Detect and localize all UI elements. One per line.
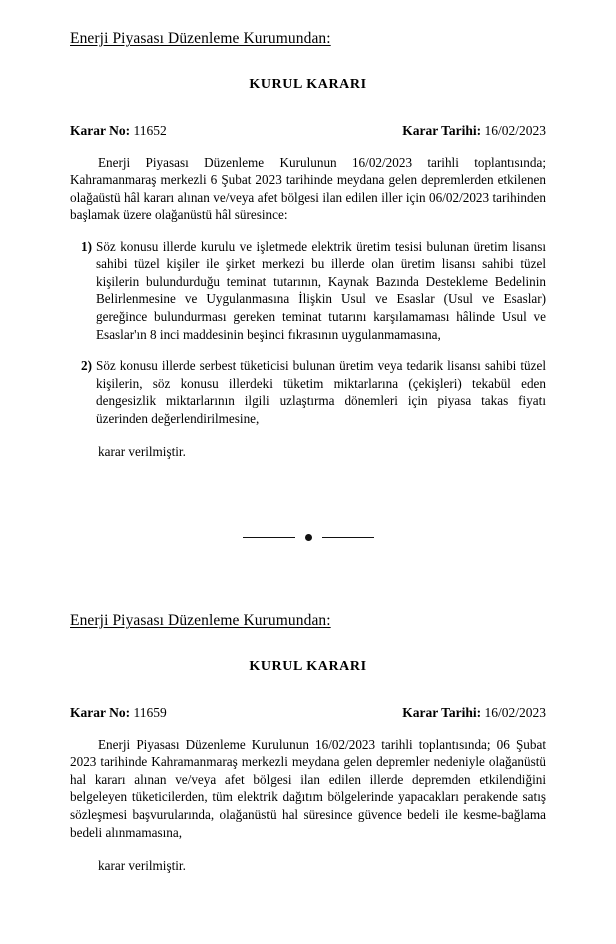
issuer-heading: Enerji Piyasası Düzenleme Kurumundan: bbox=[70, 612, 331, 630]
decision-date-value: 16/02/2023 bbox=[484, 122, 546, 138]
decision-items-list bbox=[70, 238, 546, 427]
decision-intro-paragraph: Enerji Piyasası Düzenleme Kurulunun 16/02/2023 tarihli toplantısında; Kahramanmaraş merkezli 6 Şubat 2023 tarihinde meydana gelen depremlerden etkilenen olağaüstü hâl kararı alınan ve/veya afet bölgesi ilan edilen iller için 06/02/2023 tarihinden başlamak üzere olağanüstü hâl süresince: bbox=[70, 154, 546, 223]
decision-number-value: 11659 bbox=[133, 704, 167, 720]
decision-intro-paragraph: Enerji Piyasası Düzenleme Kurulunun 16/02/2023 tarihli toplantısında; 06 Şubat 2023 tarihinde Kahramanmaraş merkezli meydana gelen depremler nedeniyle olağanüstü hal kararı alınan ve/veya afet bölgesi ilan edilen illerde depremden etkilendiğini belgeleyen tüketicilerden, tüm elektrik dağıtım bölgelerinde yapacakları perakende satış sözleşmesi başvurularında, olağanüstü hal süresince güvence bedeli ile kesme-bağlama bedeli alınmamasına, bbox=[70, 736, 546, 840]
list-item-text: Söz konusu illerde kurulu ve işletmede elektrik üretim tesisi bulunan üretim lisansı sahibi tüzel kişiler ile şirket merkezi bu illerde olan üretim lisansı sahibi tüzel kişilerin bulundurduğu teminat tutarının, Kaynak Bazında Destekleme Bedelinin Belirlenmesine ve Uygulanmasına İlişkin Usul ve Esaslar (Usul ve Esaslar) gereğince bulundurması gereken teminat tutarını karşılamaması hâlinde Usul ve Esaslar'ın 8 inci maddesinin beşinci fıkrasının uygulanmamasına, bbox=[96, 238, 546, 342]
decision-date-label: Karar Tarihi: bbox=[402, 704, 482, 720]
separator-rule-left bbox=[243, 537, 295, 539]
section-separator bbox=[70, 530, 546, 544]
decision-block-1 bbox=[70, 30, 546, 460]
decision-title: KURUL KARARI bbox=[249, 658, 367, 674]
decision-closing-line: karar verilmiştir. bbox=[98, 858, 186, 874]
list-item-text: Söz konusu illerde serbest tüketicisi bulunan üretim veya tedarik lisansı sahibi tüzel kişilerin, söz konusu illerdeki tüketim miktarlarına (çekişleri) tekabül eden dengesizlik miktarlarının ilgili uzlaştırma dönemleri için piyasa takas fiyatı üzerinden değerlendirilmesine, bbox=[96, 358, 546, 426]
decision-number-label: Karar No: bbox=[70, 704, 131, 720]
list-item bbox=[70, 238, 546, 343]
decision-date bbox=[402, 705, 546, 721]
decision-date-value: 16/02/2023 bbox=[484, 704, 546, 720]
decision-number bbox=[70, 705, 167, 721]
list-item-marker: 2) bbox=[81, 358, 92, 374]
decision-block-2 bbox=[70, 612, 546, 874]
page-content bbox=[70, 0, 546, 887]
decision-meta-row bbox=[70, 123, 546, 139]
decision-closing-line: karar verilmiştir. bbox=[98, 444, 186, 460]
decision-meta-row bbox=[70, 705, 546, 721]
decision-date-label: Karar Tarihi: bbox=[402, 122, 482, 138]
issuer-heading: Enerji Piyasası Düzenleme Kurumundan: bbox=[70, 30, 331, 47]
separator-dot-icon bbox=[305, 534, 312, 541]
decision-number-label: Karar No: bbox=[70, 122, 131, 138]
decision-number-value: 11652 bbox=[133, 122, 167, 138]
decision-number bbox=[70, 123, 167, 139]
separator-rule-right bbox=[322, 537, 374, 539]
list-item-marker: 1) bbox=[81, 238, 92, 254]
decision-title: KURUL KARARI bbox=[249, 76, 367, 92]
decision-date bbox=[402, 123, 546, 139]
list-item bbox=[70, 357, 546, 427]
